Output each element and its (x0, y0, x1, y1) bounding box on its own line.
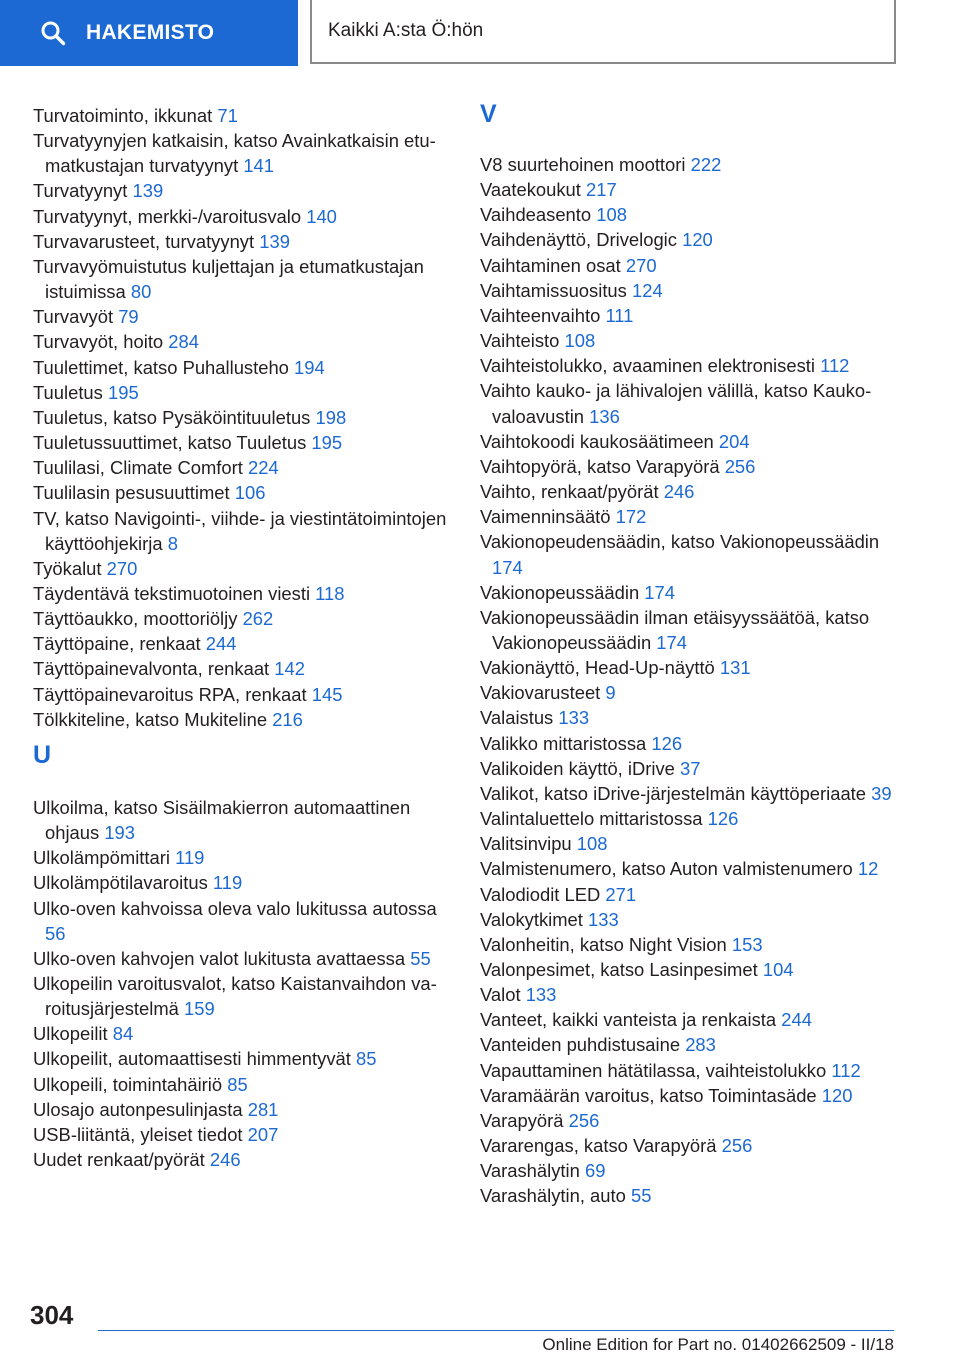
index-entry (33, 1122, 453, 1147)
index-entry (33, 304, 453, 329)
index-entry-text: Uudet renkaat/pyörät (33, 1149, 205, 1171)
index-entry-text: Varashälytin (480, 1160, 580, 1182)
index-entry (480, 781, 900, 806)
index-entry (33, 631, 453, 656)
index-entry (480, 1007, 900, 1032)
page-link[interactable]: 85 (356, 1048, 377, 1070)
index-entry (33, 329, 453, 354)
page-link[interactable]: 145 (311, 683, 343, 705)
index-entry (480, 1032, 900, 1057)
index-entry (480, 1058, 900, 1083)
index-entry-text: Valikoiden käyttö, iDrive (480, 757, 675, 779)
index-entry (33, 971, 453, 1021)
index-entry-text: Tuulilasin pesusuuttimet (33, 482, 230, 504)
index-entry-text: Valaistus (480, 707, 554, 729)
index-entry (480, 856, 900, 881)
tab-a-to-z-label: Kaikki A:sta Ö:hön (328, 20, 484, 41)
index-entry-text: Valikko mittaristossa (480, 732, 647, 754)
index-entry (480, 454, 900, 479)
index-entry-text: TV, katso Navigointi-, viihde- ja viestintätoimintojen käyttöohjekirja (33, 507, 447, 554)
index-entry (33, 455, 453, 480)
page-link[interactable]: 126 (707, 808, 739, 830)
index-entry (33, 430, 453, 455)
index-entry-text: Tuuletus (33, 381, 103, 403)
index-entry-text: Vaihtokoodi kaukosäätimeen (480, 430, 714, 452)
index-entry (480, 303, 900, 328)
index-entry (33, 845, 453, 870)
index-entry-text: Valodiodit LED (480, 883, 601, 905)
page-link[interactable]: 118 (315, 582, 345, 604)
index-entry-text: Valikot, katso iDrive-järjestelmän käyttöperiaate (480, 782, 867, 804)
page-link[interactable]: 139 (132, 180, 164, 202)
page-link[interactable]: 195 (107, 381, 139, 403)
page-link[interactable]: 108 (564, 330, 596, 352)
index-entry (480, 982, 900, 1007)
page-link[interactable]: 198 (315, 406, 347, 428)
index-entry-text: Valmistenumero, katso Auton valmistenumero (480, 858, 853, 880)
index-entry-text: Täyttöpaine, renkaat (33, 633, 201, 655)
page-link[interactable]: 204 (718, 430, 750, 452)
page-link[interactable]: 159 (184, 998, 215, 1020)
tab-index[interactable] (0, 0, 298, 66)
index-entry (480, 202, 900, 227)
index-entry (480, 353, 900, 378)
page-link[interactable]: 55 (410, 947, 431, 969)
index-entry-text: Turvatyynyt, merkki-/varoitusvalo (33, 205, 302, 227)
index-entry (480, 529, 900, 579)
page-link[interactable]: 119 (212, 872, 243, 894)
index-entry-text: Vanteet, kaikki vanteista ja renkaista (480, 1009, 777, 1031)
index-entry (33, 556, 453, 581)
index-entry-text: Vakionopeussäädin ilman etäisyyssäätöä, katso Vakionopeussäädin (480, 606, 870, 653)
index-entry (33, 682, 453, 707)
index-entry (33, 795, 453, 845)
index-entry-text: Ulkolämpötilavaroitus (33, 872, 208, 894)
index-entry-text: Varamäärän varoitus, katso Toimintasäde (480, 1084, 817, 1106)
index-entry-text: Tuulettimet, katso Puhallusteho (33, 356, 289, 378)
index-entry-text: Työkalut (33, 557, 102, 579)
page-link[interactable]: 270 (625, 254, 657, 276)
index-entry-text: Täyttöpainevalvonta, renkaat (33, 658, 270, 680)
index-entry-text: Varapyörä (480, 1109, 564, 1131)
page-link[interactable]: 120 (821, 1084, 853, 1106)
index-entry-text: Valintaluettelo mittaristossa (480, 808, 703, 830)
index-column-right (480, 100, 900, 1209)
page-link[interactable]: 244 (205, 633, 237, 655)
index-entry (480, 731, 900, 756)
index-entry (33, 480, 453, 505)
index-entry-text: Vaihteistolukko, avaaminen elektronisesti (480, 355, 815, 377)
page-link[interactable]: 193 (104, 822, 136, 844)
page-link[interactable]: 217 (586, 179, 617, 201)
page-link[interactable]: 112 (831, 1059, 861, 1081)
page-link[interactable]: 174 (492, 556, 523, 578)
index-entry (33, 1147, 453, 1172)
index-entry-text: Valot (480, 984, 521, 1006)
index-entry (480, 227, 900, 252)
search-icon (40, 20, 66, 46)
page-link[interactable]: 256 (568, 1109, 600, 1131)
index-entry-text: Vaihteenvaihto (480, 304, 601, 326)
index-entry (480, 429, 900, 454)
index-entry (480, 680, 900, 705)
index-entry-text: Vaihdeasento (480, 204, 592, 226)
page-link[interactable]: 222 (690, 154, 722, 175)
index-entry-text: Vaihtamissuositus (480, 279, 627, 301)
page-link[interactable]: 141 (243, 155, 274, 177)
index-entry (33, 581, 453, 606)
index-entry-text: Valonpesimet, katso Lasinpesimet (480, 959, 758, 980)
page-link[interactable]: 153 (731, 933, 763, 955)
page-link[interactable]: 246 (663, 481, 695, 503)
index-entry-text: Ulko-oven kahvoissa oleva valo lukitussa autossa (33, 897, 437, 919)
page-link[interactable]: 256 (724, 455, 756, 477)
index-entry (480, 1083, 900, 1108)
index-entry-text: Ulkolämpömittari (33, 847, 170, 869)
index-entry-text: USB-liitäntä, yleiset tiedot (33, 1123, 243, 1145)
page-link[interactable]: 133 (525, 984, 557, 1006)
index-entry-text: Valokytkimet (480, 908, 583, 930)
index-entry (480, 479, 900, 504)
tab-index-label: HAKEMISTO (86, 21, 215, 44)
index-entry-text: Varashälytin, auto (480, 1185, 626, 1207)
index-entry (480, 378, 900, 428)
page-link[interactable]: 85 (227, 1073, 248, 1095)
index-entry-text: Ulosajo autonpesulinjasta (33, 1098, 243, 1120)
index-entry-text: Vaihto, renkaat/pyörät (480, 481, 659, 503)
page-link[interactable]: 256 (721, 1135, 753, 1157)
index-entry (480, 655, 900, 680)
page-link[interactable]: 104 (762, 959, 794, 980)
index-entry-text: Turvavyöt, hoito (33, 331, 164, 353)
index-entry (33, 506, 453, 556)
index-entry-text: Tuulilasi, Climate Comfort (33, 457, 243, 479)
index-entry (33, 1021, 453, 1046)
index-entry (480, 1133, 900, 1158)
page-link[interactable]: 79 (118, 306, 139, 328)
index-entry-text: Vaimenninsäätö (480, 506, 611, 528)
page-link[interactable]: 142 (274, 658, 305, 680)
index-entry (33, 606, 453, 631)
index-entry (33, 204, 453, 229)
index-entry (480, 328, 900, 353)
page-link[interactable]: 84 (112, 1023, 134, 1045)
index-entry-text: Turvatoiminto, ikkunat (33, 105, 213, 126)
index-entry-text: Ulkoilma, katso Sisäilmakierron automaattinen ohjaus (33, 796, 411, 844)
page-link[interactable]: 281 (247, 1098, 279, 1120)
index-entry (480, 504, 900, 529)
index-entry (480, 882, 900, 907)
page-link[interactable]: 133 (588, 908, 619, 930)
page-link[interactable]: 108 (596, 204, 627, 226)
index-entry (480, 177, 900, 202)
index-entry-text: Vanteiden puhdistusaine (480, 1034, 681, 1056)
page-link[interactable]: 133 (558, 707, 590, 729)
page-link[interactable]: 126 (651, 732, 683, 754)
index-entry-text: Vakiovarusteet (480, 682, 601, 704)
index-entry-text: Vaihdenäyttö, Drivelogic (480, 229, 677, 251)
page-link[interactable]: 37 (680, 757, 701, 779)
page-link[interactable]: 246 (209, 1149, 241, 1171)
index-entry-text: Ulkopeilit, automaattisesti himmentyvät (33, 1048, 351, 1070)
index-entry-text: Vaihtaminen osat (480, 254, 621, 276)
index-entry (33, 178, 453, 203)
page-link[interactable]: 131 (719, 657, 751, 679)
page-link[interactable]: 112 (820, 355, 850, 377)
index-entry-text: Vararengas, katso Varapyörä (480, 1135, 717, 1157)
index-entry (33, 355, 453, 380)
index-entry (480, 605, 900, 655)
index-entry (33, 103, 453, 128)
index-entry-text: Vaihtopyörä, katso Varapyörä (480, 455, 720, 477)
page-link[interactable]: 9 (605, 682, 616, 704)
index-entry (480, 152, 900, 177)
page-link[interactable]: 270 (106, 557, 138, 579)
index-entry-text: Vaihto kauko- ja lähivalojen välillä, katso Kaukovaloavustin (480, 380, 872, 427)
page-link[interactable]: 283 (685, 1034, 716, 1056)
page-link[interactable]: 224 (247, 457, 279, 479)
index-entry-text: Valonheitin, katso Night Vision (480, 933, 727, 955)
index-entry (33, 380, 453, 405)
index-entry-text: Täyttöaukko, moottoriöljy (33, 608, 238, 630)
index-entry (33, 254, 453, 304)
index-entry (33, 896, 453, 946)
index-entry-text: V8 suurtehoinen moottori (480, 154, 686, 175)
index-entry (33, 870, 453, 895)
page-link[interactable]: 120 (682, 229, 713, 251)
page-link[interactable]: 262 (242, 608, 274, 630)
index-entry-text: Vakionopeudensäädin, katso Vakionopeussäädin (480, 531, 880, 553)
index-entry (33, 128, 453, 178)
index-entry-text: Turvatyynyjen katkaisin, katso Avainkatkaisin etumatkustajan turvatyynyt (33, 130, 436, 177)
tab-a-to-z[interactable] (310, 0, 896, 64)
page-link[interactable]: 124 (631, 279, 663, 301)
index-entry (33, 1097, 453, 1122)
page-link[interactable]: 80 (130, 281, 152, 303)
index-entry (480, 1183, 900, 1208)
index-entry-text: Vaihteisto (480, 330, 560, 352)
index-entry-text: Ulkopeilit (33, 1023, 108, 1045)
index-entry (480, 907, 900, 932)
index-entry-text: Turvavarusteet, turvatyynyt (33, 230, 255, 252)
index-entry (480, 957, 900, 982)
page-link[interactable]: 195 (311, 432, 343, 454)
section-letter: U (33, 740, 52, 769)
section-letter: V (480, 100, 497, 128)
page-link[interactable]: 108 (576, 833, 608, 855)
index-entry-text: Täydentävä tekstimuotoinen viesti (33, 582, 311, 604)
index-entry-text: Valitsinvipu (480, 833, 572, 855)
page-link[interactable]: 174 (656, 631, 687, 653)
index-column-left (33, 103, 453, 1172)
index-entry-text: Turvavyöt (33, 306, 114, 328)
page-link[interactable]: 12 (857, 858, 879, 880)
page-link[interactable]: 8 (167, 532, 178, 554)
page-link[interactable]: 56 (45, 922, 66, 944)
page-link[interactable]: 194 (294, 356, 325, 378)
index-entry (33, 656, 453, 681)
index-entry-text: Tölkkiteline, katso Mukiteline (33, 708, 268, 730)
index-entry (480, 831, 900, 856)
index-entry (480, 278, 900, 303)
index-entry-text: Tuuletus, katso Pysäköintituuletus (33, 406, 311, 428)
footer-edition: Online Edition for Part no. 01402662509 - II/18 (542, 1335, 894, 1354)
page-link[interactable]: 136 (589, 405, 620, 427)
page-link[interactable]: 139 (259, 230, 290, 252)
index-entry (33, 707, 453, 732)
index-entry-text: Turvavyömuistutus kuljettajan ja etumatkustajan istuimissa (33, 255, 424, 303)
index-entry-text: Vapauttaminen hätätilassa, vaihteistolukko (480, 1059, 827, 1081)
header-tabs (0, 0, 960, 66)
index-entry-text: Turvatyynyt (33, 180, 128, 202)
index-entry-text: Täyttöpainevaroitus RPA, renkaat (33, 683, 307, 705)
page-link[interactable]: 271 (605, 883, 637, 905)
page-link[interactable]: 39 (871, 782, 892, 804)
index-entry (480, 1108, 900, 1133)
page-link[interactable]: 119 (175, 847, 205, 869)
page-link[interactable]: 207 (247, 1123, 279, 1145)
page-link[interactable]: 172 (615, 506, 647, 528)
page-link[interactable]: 106 (234, 482, 266, 504)
page-link[interactable]: 140 (306, 205, 337, 227)
index-entry (480, 932, 900, 957)
page-link[interactable]: 216 (272, 708, 303, 730)
index-entry (33, 405, 453, 430)
index-entry-text: Ulkopeili, toimintahäiriö (33, 1073, 223, 1095)
index-entry-text: Vaatekoukut (480, 179, 581, 201)
index-entry (33, 1072, 453, 1097)
index-entry (480, 756, 900, 781)
page-link[interactable]: 111 (605, 304, 634, 326)
page-link[interactable]: 71 (217, 105, 238, 126)
index-entry-text: Ulko-oven kahvojen valot lukitusta avattaessa (33, 947, 406, 969)
index-entry (33, 1046, 453, 1071)
index-entry-text: Vakionäyttö, Head-Up-näyttö (480, 657, 715, 679)
index-entry-text: Tuuletussuuttimet, katso Tuuletus (33, 432, 307, 454)
index-entry-text: Ulkopeilin varoitusvalot, katso Kaistanvaihdon varoitusjärjestelmä (33, 973, 437, 1020)
index-entry (480, 1158, 900, 1183)
index-entry (480, 253, 900, 278)
index-entry (480, 806, 900, 831)
index-entry (33, 229, 453, 254)
page-link[interactable]: 55 (630, 1185, 652, 1207)
footer-divider (98, 1330, 894, 1331)
index-entry (33, 946, 453, 971)
page-link[interactable]: 244 (781, 1009, 812, 1031)
page-link[interactable]: 284 (168, 331, 199, 353)
page-number: 304 (30, 1300, 74, 1330)
page-link[interactable]: 174 (644, 581, 675, 603)
page-link[interactable]: 69 (584, 1160, 606, 1182)
index-entry (480, 580, 900, 605)
index-entry (480, 705, 900, 730)
index-entry-text: Vakionopeussäädin (480, 581, 640, 603)
